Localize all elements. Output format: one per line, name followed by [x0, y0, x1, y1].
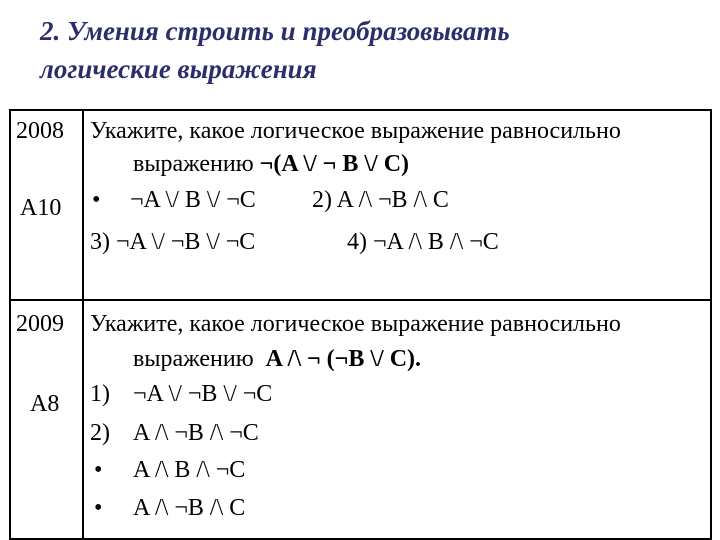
row-divider	[9, 299, 712, 301]
row2-number-1: 1)	[90, 381, 110, 407]
row2-option-3: A /\ B /\ ¬C	[133, 457, 246, 483]
row2-option-4: A /\ ¬B /\ C	[133, 495, 246, 521]
row1-question-line2	[133, 150, 409, 178]
row2-question-expression: A /\ ¬ (¬B \/ C).	[265, 346, 422, 372]
row2-code: A8	[30, 391, 60, 417]
row1-year: 2008	[16, 118, 64, 144]
title-line-1: 2. Умения строить и преобразовывать	[40, 16, 510, 46]
column-divider	[82, 109, 84, 540]
row1-bullet-1: •	[92, 187, 101, 213]
row1-code: A10	[20, 195, 62, 221]
row1-question-expression: ¬(A \/ ¬ B \/ C)	[259, 151, 410, 177]
title-line-2: логические выражения	[40, 54, 317, 84]
row2-bullet-4: •	[94, 495, 103, 521]
row1-option-4: 4) ¬A /\ B /\ ¬C	[347, 229, 499, 255]
row2-option-2: A /\ ¬B /\ ¬C	[133, 420, 259, 446]
row1-option-2: 2) A /\ ¬B /\ C	[312, 187, 449, 213]
row1-option-3: 3) ¬A \/ ¬B \/ ¬C	[90, 229, 256, 255]
row2-option-1: ¬A \/ ¬B \/ ¬C	[133, 381, 273, 407]
row1-question-prefix: выражению	[133, 151, 260, 177]
row1-question-line1: Укажите, какое логическое выражение равносильно	[90, 118, 621, 144]
row2-question-line1: Укажите, какое логическое выражение равносильно	[90, 311, 621, 337]
row2-question-line2	[133, 345, 421, 373]
row2-bullet-3: •	[94, 457, 103, 483]
page-title	[40, 12, 510, 88]
row2-number-2: 2)	[90, 420, 110, 446]
row2-question-prefix: выражению	[133, 346, 266, 372]
row2-year: 2009	[16, 311, 64, 337]
row1-option-1: ¬A \/ B \/ ¬C	[130, 187, 256, 213]
